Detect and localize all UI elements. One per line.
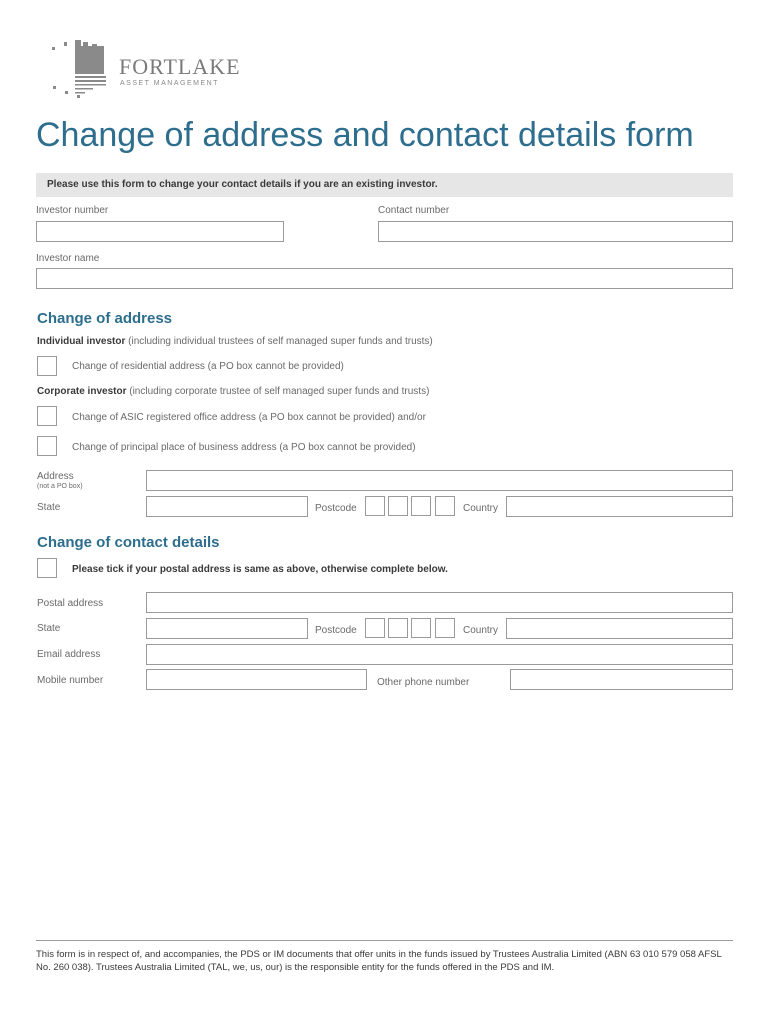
mobile-field[interactable]	[146, 669, 367, 690]
state-label: State	[37, 502, 61, 513]
page-title: Change of address and contact details form	[36, 116, 694, 154]
contact-number-field[interactable]	[378, 221, 733, 242]
individual-investor-bold: Individual investor	[37, 336, 126, 347]
postcode-digit-3[interactable]	[411, 496, 431, 516]
contact-postcode-digit-3[interactable]	[411, 618, 431, 638]
email-label: Email address	[37, 649, 101, 660]
contact-postcode-digit-1[interactable]	[365, 618, 385, 638]
address-note: (not a PO box)	[37, 483, 83, 490]
postcode-digit-1[interactable]	[365, 496, 385, 516]
postal-address-field[interactable]	[146, 592, 733, 613]
individual-investor-label	[37, 336, 433, 347]
address-label: Address	[37, 471, 74, 482]
postcode-digit-2[interactable]	[388, 496, 408, 516]
footer-divider	[36, 940, 733, 941]
change-of-contact-heading: Change of contact details	[37, 534, 220, 551]
corporate-investor-bold: Corporate investor	[37, 386, 127, 397]
other-phone-label: Other phone number	[377, 677, 470, 688]
postal-address-label: Postal address	[37, 598, 104, 609]
asic-address-checkbox[interactable]	[37, 406, 57, 426]
country-label: Country	[463, 503, 499, 514]
fortlake-logo-icon	[50, 38, 110, 100]
postcode-digit-4[interactable]	[435, 496, 455, 516]
same-postal-address-checkbox[interactable]	[37, 558, 57, 578]
contact-postcode-digit-4[interactable]	[435, 618, 455, 638]
investor-name-field[interactable]	[36, 268, 733, 289]
state-field[interactable]	[146, 496, 308, 517]
contact-country-label: Country	[463, 625, 499, 636]
logo	[50, 38, 260, 100]
other-phone-field[interactable]	[510, 669, 733, 690]
principal-address-option: Change of principal place of business address (a PO box cannot be provided)	[72, 442, 416, 453]
address-field[interactable]	[146, 470, 733, 491]
country-field[interactable]	[506, 496, 733, 517]
postcode-label: Postcode	[315, 503, 357, 514]
contact-number-label: Contact number	[378, 205, 450, 216]
contact-postcode-digit-2[interactable]	[388, 618, 408, 638]
mobile-label: Mobile number	[37, 675, 104, 686]
contact-postcode-label: Postcode	[315, 625, 357, 636]
same-postal-address-text: Please tick if your postal address is same as above, otherwise complete below.	[72, 564, 448, 575]
change-of-address-heading: Change of address	[37, 310, 173, 327]
contact-state-field[interactable]	[146, 618, 308, 639]
corporate-investor-note: (including corporate trustee of self managed super funds and trusts)	[126, 386, 430, 397]
investor-number-label: Investor number	[36, 205, 109, 216]
investor-number-field[interactable]	[36, 221, 284, 242]
contact-state-label: State	[37, 623, 61, 634]
asic-address-option: Change of ASIC registered office address (a PO box cannot be provided) and/or	[72, 412, 426, 423]
intro-text: Please use this form to change your contact details if you are an existing investor.	[47, 179, 438, 190]
corporate-investor-label	[37, 386, 429, 397]
email-field[interactable]	[146, 644, 733, 665]
individual-investor-note: (including individual trustees of self managed super funds and trusts)	[125, 336, 433, 347]
footer-text: This form is in respect of, and accompanies, the PDS or IM documents that offer units in the funds issued by Trustees Australia Limited (ABN 63 010 579 058 AFSL No. 260 038). Trustees Australia Limited (TAL, we, us, our) is the responsible entity for the funds offered in the PDS and IM.	[36, 949, 722, 973]
intro-band	[36, 173, 733, 197]
investor-name-label: Investor name	[36, 253, 100, 264]
residential-address-option: Change of residential address (a PO box cannot be provided)	[72, 361, 344, 372]
logo-brand: FORTLAKE	[119, 54, 241, 79]
residential-address-checkbox[interactable]	[37, 356, 57, 376]
contact-country-field[interactable]	[506, 618, 733, 639]
logo-subtitle: ASSET MANAGEMENT	[120, 80, 219, 87]
principal-address-checkbox[interactable]	[37, 436, 57, 456]
